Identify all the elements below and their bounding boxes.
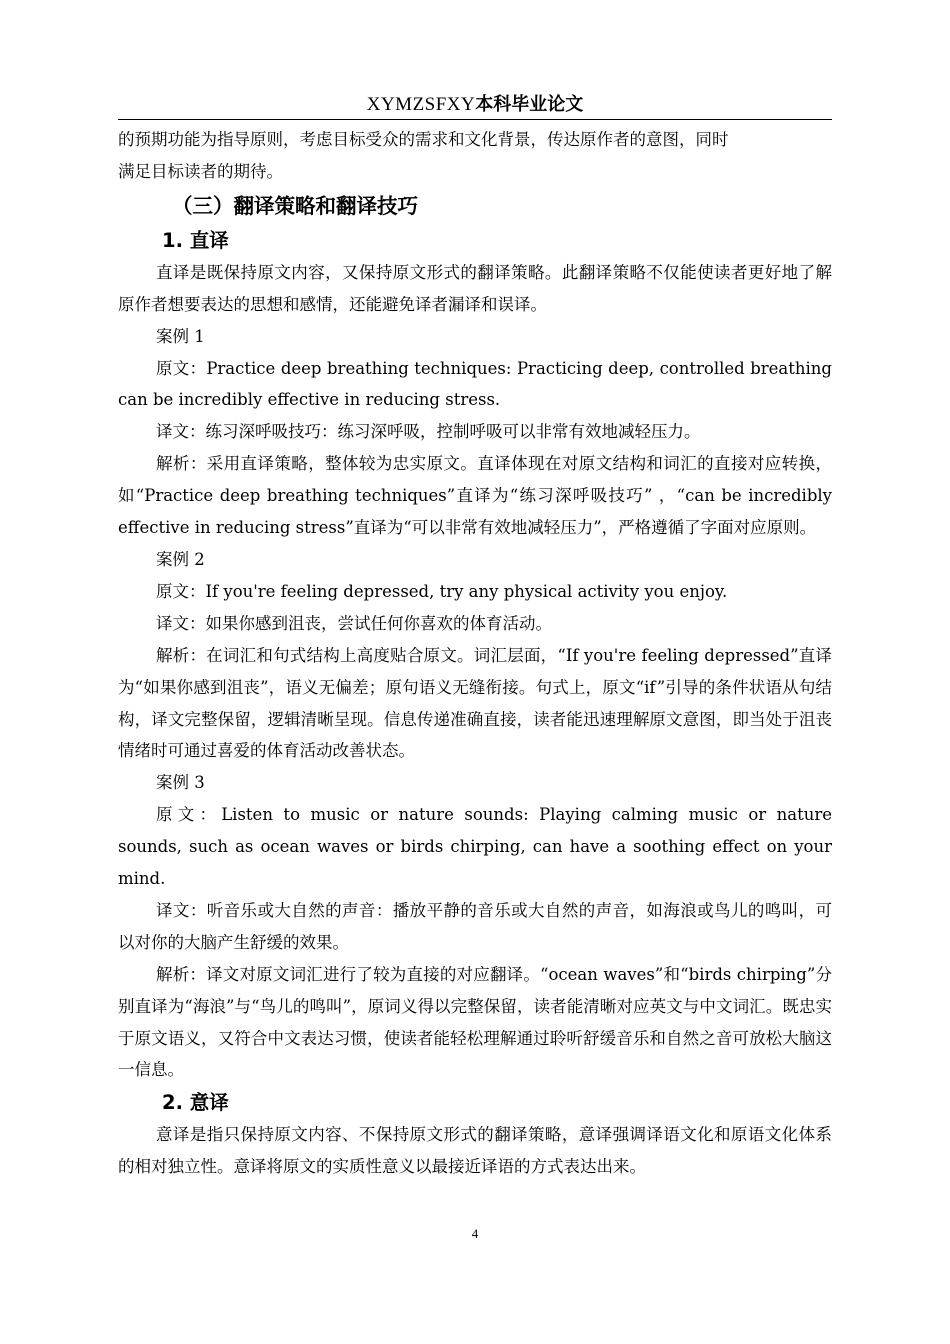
intro-line-1: 的预期功能为指导原则，考虑目标受众的需求和文化背景，传达原作者的意图，同时 — [118, 130, 729, 149]
page-body — [118, 124, 832, 1183]
header-rule — [118, 119, 832, 120]
case-1-translation: 译文：练习深呼吸技巧：练习深呼吸，控制呼吸可以非常有效地减轻压力。 — [156, 422, 701, 442]
case-1-source: 原文：Practice deep breathing techniques: Practicing deep, controlled breathing can be incredibly effective in reducing stress. — [118, 358, 832, 410]
case-3-translation: 译文：听音乐或大自然的声音：播放平静的音乐或大自然的声音，如海浪或鸟儿的鸣叫，可以对你的大脑产生舒缓的效果。 — [118, 900, 832, 952]
case-3-analysis: 解析：译文对原文词汇进行了较为直接的对应翻译。“ocean waves”和“birds chirping”分别直译为“海浪”与“鸟儿的鸣叫”，原词义得以完整保留，读者能清晰对应英文与中文词汇。既忠实于原文语义，又符合中文表达习惯，使读者能轻松理解通过聆听舒缓音乐和自然之音可放松大脑这一信息。 — [118, 964, 832, 1080]
case-1-analysis: 解析：采用直译策略，整体较为忠实原文。直译体现在对原文结构和词汇的直接对应转换，如“Practice deep breathing techniques”直译为“练习深呼吸技巧” ，“can be incredibly effective in reducing stress”直译为“可以非常有效地减轻压力”，严格遵循了字面对应原则。 — [118, 454, 832, 538]
subsection-heading-literal: 1. 直译 — [162, 228, 229, 252]
case-3-label: 案例 3 — [156, 773, 205, 793]
page-number: 4 — [471, 1226, 479, 1241]
header-code: XYMZSFXY — [366, 94, 476, 115]
literal-definition: 直译是既保持原文内容，又保持原文形式的翻译策略。此翻译策略不仅能使读者更好地了解原作者想要表达的思想和感情，还能避免译者漏译和误译。 — [118, 262, 832, 314]
section-heading: （三）翻译策略和翻译技巧 — [172, 193, 418, 218]
header-title: 本科毕业论文 — [475, 94, 584, 115]
free-translation-definition: 意译是指只保持原文内容、不保持原文形式的翻译策略，意译强调译语文化和原语文化体系的相对独立性。意译将原文的实质性意义以最接近译语的方式表达出来。 — [118, 1125, 832, 1177]
case-2-source: 原文：If you're feeling depressed, try any physical activity you enjoy. — [156, 581, 728, 601]
case-1-label: 案例 1 — [156, 326, 205, 346]
intro-line-2: 满足目标读者的期待。 — [118, 161, 283, 181]
case-2-label: 案例 2 — [156, 549, 205, 569]
case-3-source: 原文：Listen to music or nature sounds: Playing calming music or nature sounds, such as ocean waves or birds chirping, can have a soothing effect on your mind. — [118, 805, 832, 889]
case-2-analysis: 解析：在词汇和句式结构上高度贴合原文。词汇层面，“If you're feeling depressed”直译为“如果你感到沮丧”，语义无偏差；原句语义无缝衔接。句式上，原文“if”引导的条件状语从句结构，译文完整保留，逻辑清晰呈现。信息传递准确直接，读者能迅速理解原文意图，即当处于沮丧情绪时可通过喜爱的体育活动改善状态。 — [118, 645, 832, 761]
case-2-translation: 译文：如果你感到沮丧，尝试任何你喜欢的体育活动。 — [156, 613, 552, 633]
page-header — [118, 92, 832, 117]
subsection-heading-free: 2. 意译 — [162, 1091, 229, 1115]
